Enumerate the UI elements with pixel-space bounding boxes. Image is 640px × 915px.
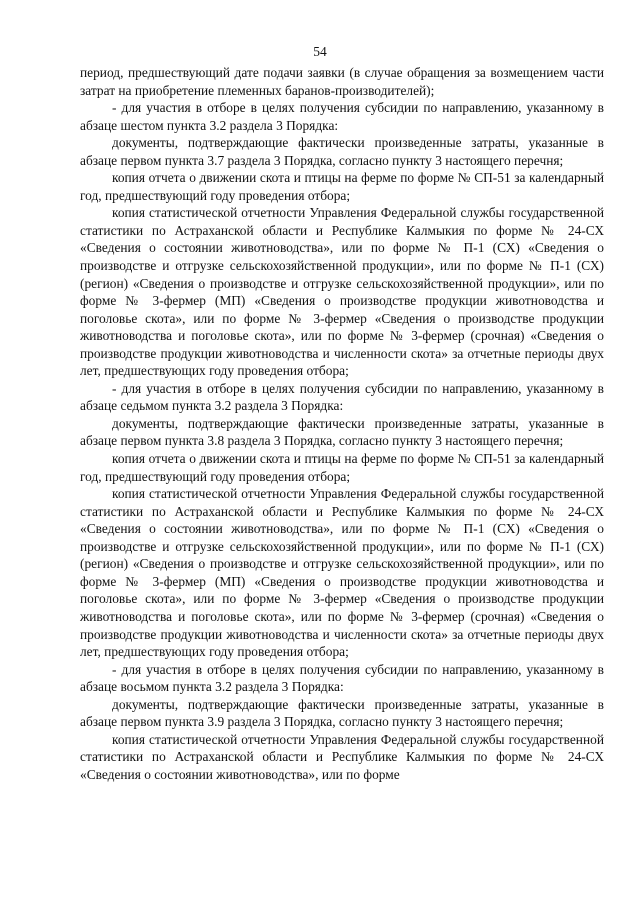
paragraph: документы, подтверждающие фактически произведенные затраты, указанные в абзаце первом пункта 3.8 раздела 3 Порядка, согласно пункту 3 настоящего перечня;	[80, 415, 604, 449]
paragraph: копия отчета о движении скота и птицы на ферме по форме № СП-51 за календарный год, предшествующий году проведения отбора;	[80, 170, 604, 203]
page-number: 54	[313, 44, 327, 59]
paragraph-continuation: период, предшествующий дате подачи заявки (в случае обращения за возмещением части затрат на приобретение племенных баранов-производителей);	[80, 65, 604, 98]
paragraph: копия отчета о движении скота и птицы на ферме по форме № СП-51 за календарный год, предшествующий году проведения отбора;	[80, 451, 604, 484]
document-body	[80, 64, 604, 783]
paragraph: копия статистической отчетности Управления Федеральной службы государственной статистики по Астраханской области и Республике Калмыкия по форме № 24-СХ «Сведения о состоянии животноводства», или по форме № П-1 (СХ) «Сведения о производстве и отгрузке сельскохозяйственной продукции», или по форме № П-1 (СХ) (регион) «Сведения о производстве и отгрузке сельскохозяйственной продукции», или по форме № 3-фермер (МП) «Сведения о производстве продукции животноводства и поголовье скота», или по форме № 3-фермер «Сведения о производстве продукции животноводства и поголовье скота», или по форме № 3-фермер (срочная) «Сведения о производстве продукции животноводства и численности скота» за отчетные периоды двух лет, предшествующих году проведения отбора;	[80, 205, 604, 379]
paragraph: копия статистической отчетности Управления Федеральной службы государственной статистики по Астраханской области и Республике Калмыкия по форме № 24-СХ «Сведения о состоянии животноводства», или по форме	[80, 731, 604, 782]
paragraph: документы, подтверждающие фактически произведенные затраты, указанные в абзаце первом пункта 3.9 раздела 3 Порядка, согласно пункту 3 настоящего перечня;	[80, 696, 604, 730]
paragraph-direction-item: - для участия в отборе в целях получения субсидии по направлению, указанному в абзаце восьмом пункта 3.2 раздела 3 Порядка:	[80, 661, 604, 695]
paragraph-direction-item: - для участия в отборе в целях получения субсидии по направлению, указанному в абзаце седьмом пункта 3.2 раздела 3 Порядка:	[80, 380, 604, 414]
paragraph: документы, подтверждающие фактически произведенные затраты, указанные в абзаце первом пункта 3.7 раздела 3 Порядка, согласно пункту 3 настоящего перечня;	[80, 135, 604, 168]
paragraph: копия статистической отчетности Управления Федеральной службы государственной статистики по Астраханской области и Республике Калмыкия по форме № 24-СХ «Сведения о состоянии животноводства», или по форме № П-1 (СХ) «Сведения о производстве и отгрузке сельскохозяйственной продукции», или по форме № П-1 (СХ) (регион) «Сведения о производстве и отгрузке сельскохозяйственной продукции», или по форме № 3-фермер (МП) «Сведения о производстве продукции животноводства и поголовье скота», или по форме № 3-фермер «Сведения о производстве продукции животноводства и поголовье скота», или по форме № 3-фермер (срочная) «Сведения о производстве продукции животноводства и численности скота» за отчетные периоды двух лет, предшествующих году проведения отбора;	[80, 486, 604, 660]
paragraph-direction-item: - для участия в отборе в целях получения субсидии по направлению, указанному в абзаце шестом пункта 3.2 раздела 3 Порядка:	[80, 100, 604, 133]
